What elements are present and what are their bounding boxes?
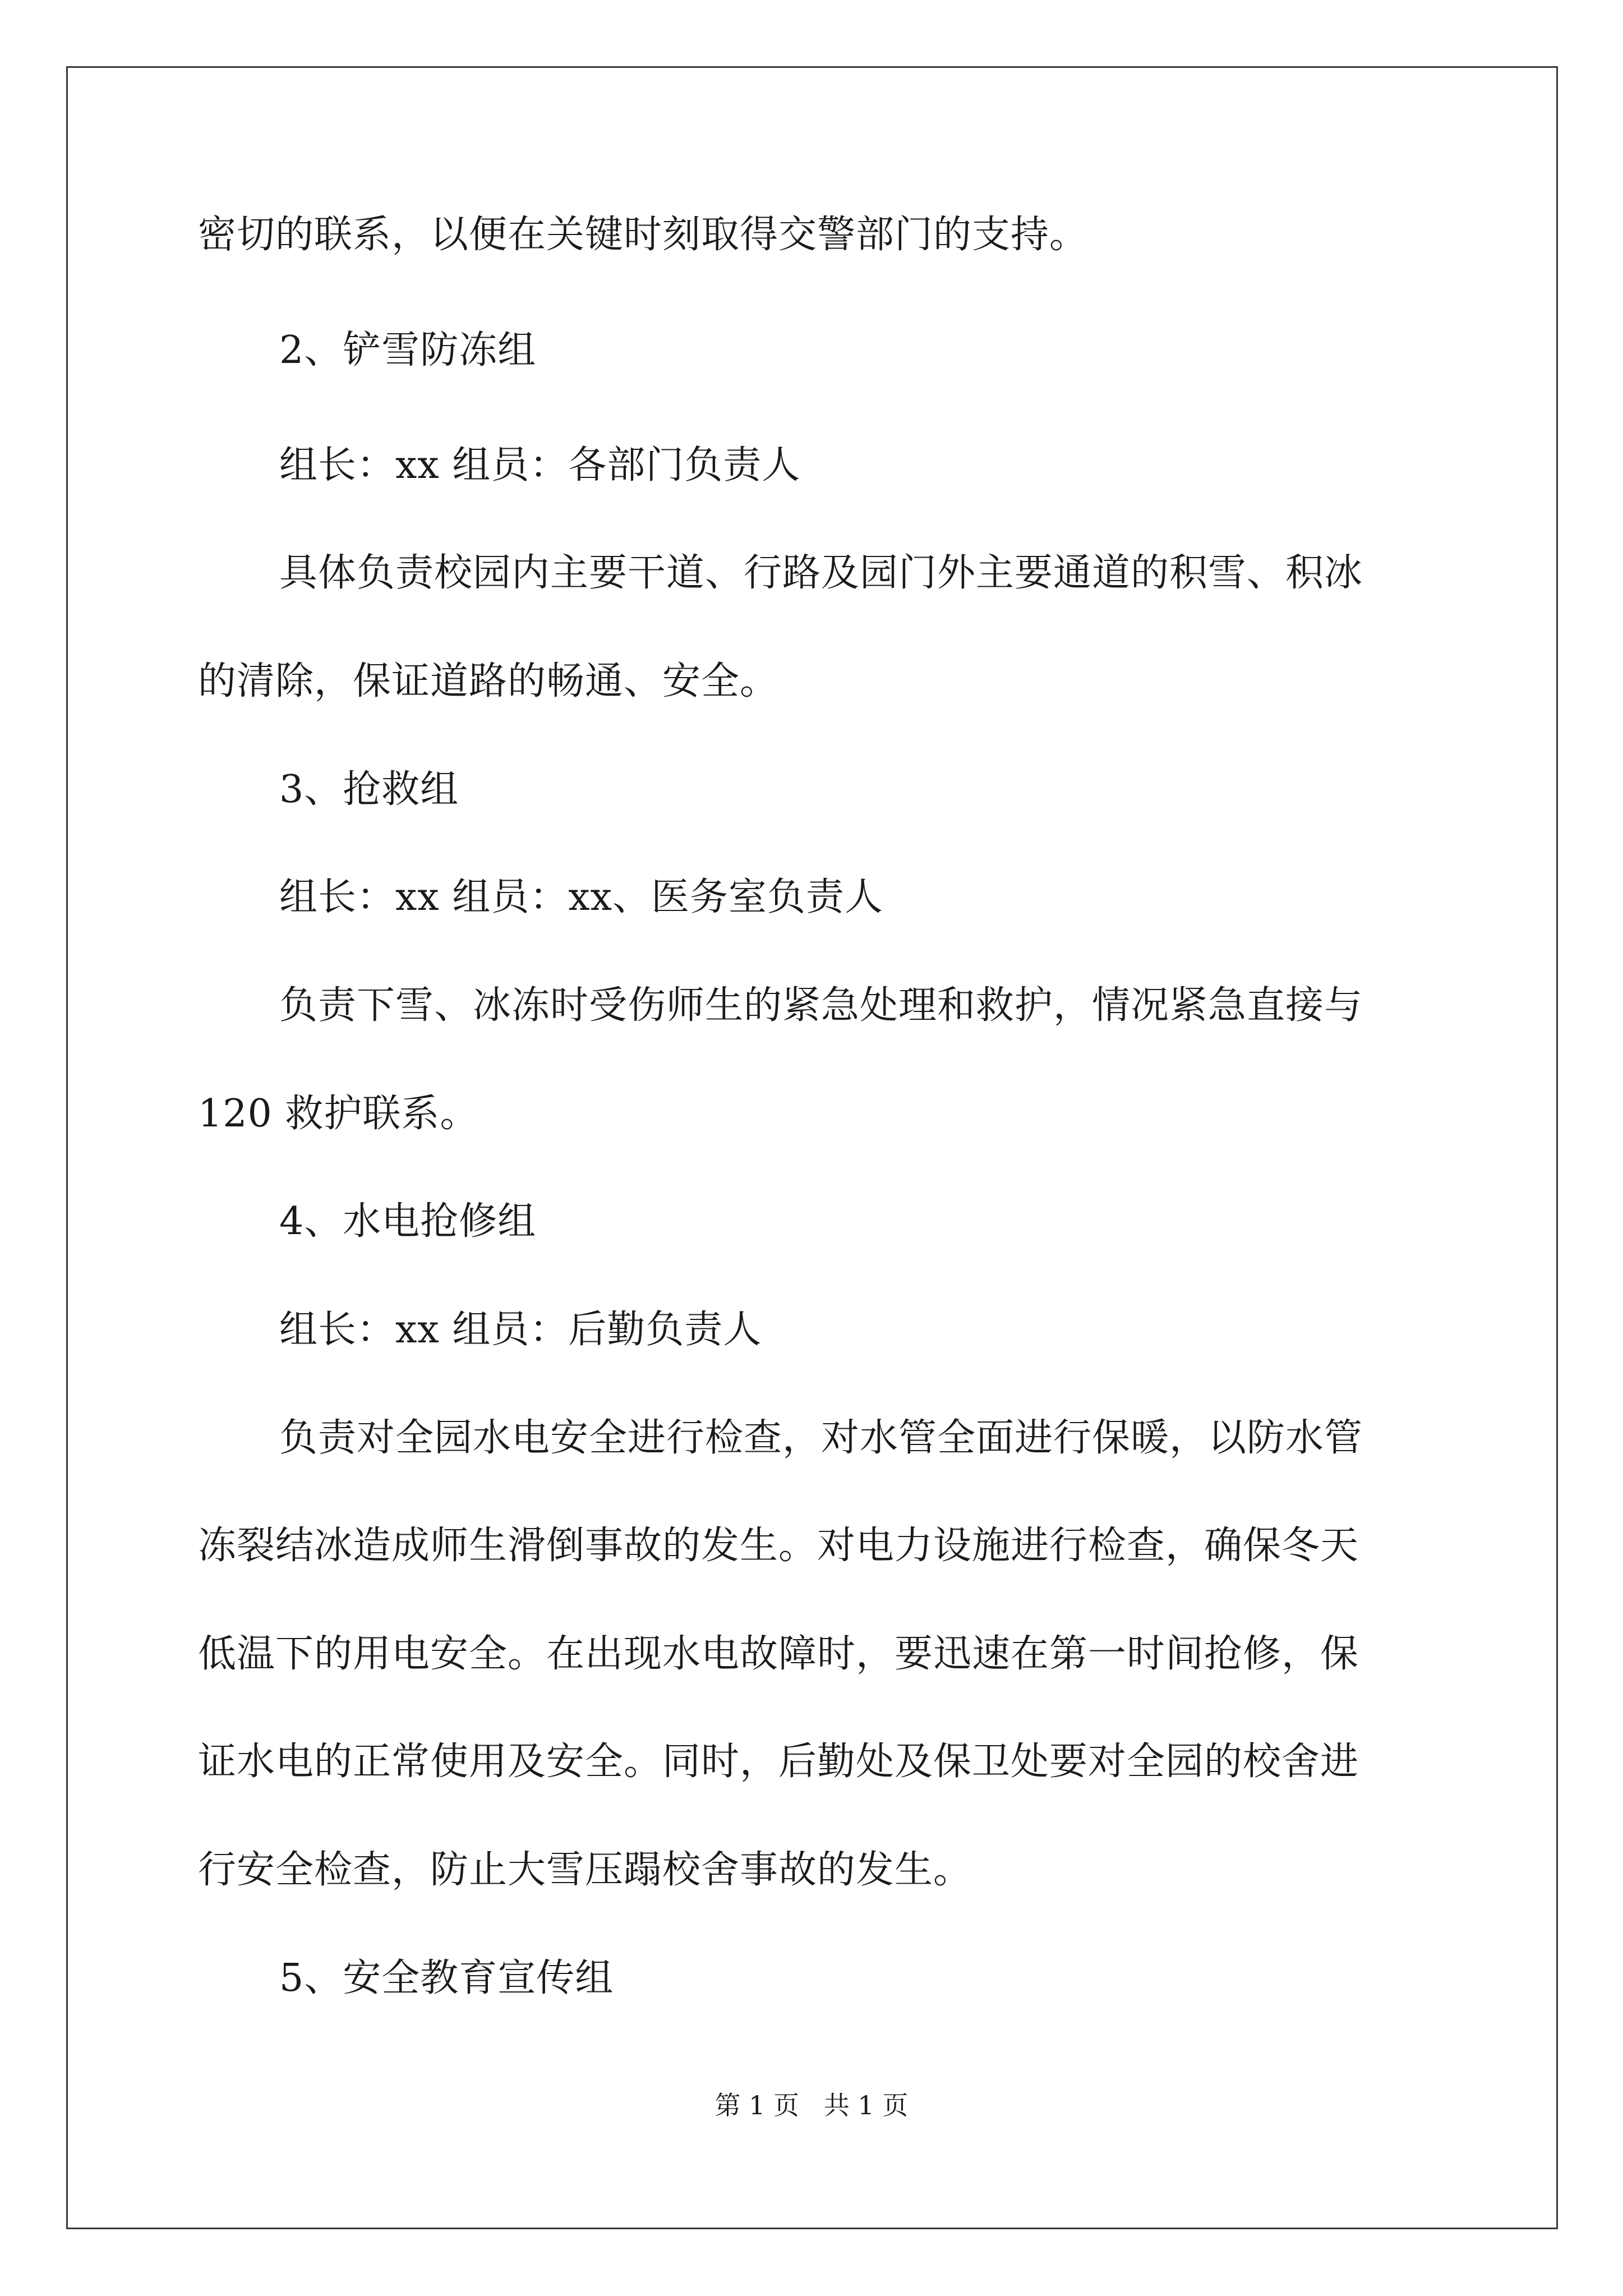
section-heading: 2、铲雪防冻组 bbox=[279, 328, 537, 372]
section-heading: 3、抢救组 bbox=[279, 767, 459, 812]
paragraph-line: 具体负责校园内主要干道、行路及园门外主要通道的积雪、积冰 bbox=[279, 551, 1363, 595]
paragraph-line: 组长：xx 组员：各部门负责人 bbox=[279, 443, 801, 487]
paragraph-line: 低温下的用电安全。在出现水电故障时，要迅速在第一时间抢修，保 bbox=[198, 1632, 1359, 1676]
paragraph-line: 冻裂结冰造成师生滑倒事故的发生。对电力设施进行检查，确保冬天 bbox=[198, 1524, 1359, 1568]
paragraph-line: 证水电的正常使用及安全。同时，后勤处及保卫处要对全园的校舍进 bbox=[198, 1740, 1359, 1784]
paragraph-line: 的清除，保证道路的畅通、安全。 bbox=[198, 659, 779, 703]
paragraph-line: 负责下雪、冰冻时受伤师生的紧急处理和救护，情况紧急直接与 bbox=[279, 983, 1363, 1028]
section-heading: 5、安全教育宣传组 bbox=[279, 1956, 614, 2000]
paragraph-line: 行安全检查，防止大雪压蹋校舍事故的发生。 bbox=[198, 1848, 972, 1892]
section-heading: 4、水电抢修组 bbox=[279, 1199, 537, 1244]
paragraph-line: 负责对全园水电安全进行检查，对水管全面进行保暖，以防水管 bbox=[279, 1416, 1363, 1460]
paragraph-line: 密切的联系，以便在关键时刻取得交警部门的支持。 bbox=[198, 213, 1089, 257]
paragraph-line: 组长：xx 组员：xx、医务室负责人 bbox=[279, 875, 884, 919]
page-footer: 第 1 页 共 1 页 bbox=[714, 2090, 909, 2120]
paragraph-line: 120 救护联系。 bbox=[198, 1092, 479, 1136]
paragraph-line: 组长：xx 组员：后勤负责人 bbox=[279, 1308, 762, 1352]
page-border bbox=[66, 66, 1558, 2229]
